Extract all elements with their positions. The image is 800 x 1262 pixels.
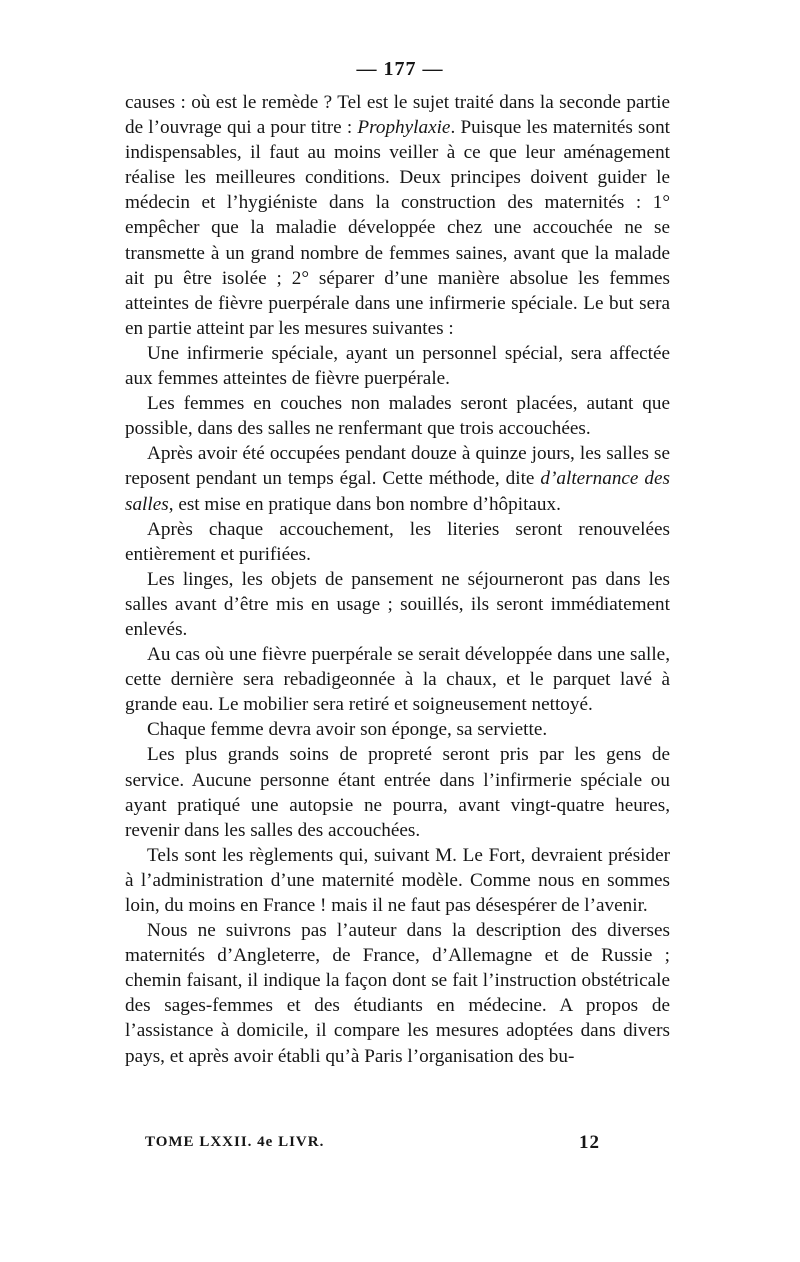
body-text — [125, 90, 670, 1069]
italic-term: d’alternance des salles — [125, 468, 670, 515]
text-run: Les linges, les objets de pansement ne séjourneront pas dans les salles avant d’être mis en usage ; souillés, ils seront immédiatement enlevés. — [125, 568, 670, 640]
signature-mark: TOME LXXII. 4e LIVR. — [145, 1134, 325, 1150]
paragraph — [125, 90, 670, 341]
text-run: causes : où est le remède ? Tel est le sujet traité dans la seconde partie de l’ouvrage qui a pour titre : — [125, 92, 670, 139]
paragraph — [125, 918, 670, 1069]
paragraph — [125, 567, 670, 642]
italic-title: Prophylaxie — [357, 117, 451, 139]
text-run: Les femmes en couches non malades seront placées, autant que possible, dans des salles ne renfermant que trois accouchées. — [125, 393, 670, 440]
paragraph — [125, 742, 670, 842]
text-run: Chaque femme devra avoir son éponge, sa serviette. — [147, 719, 548, 741]
text-run: Les plus grands soins de propreté seront pris par les gens de service. Aucune personne étant entrée dans l’infirmerie spéciale ou ayant pratiqué une autopsie ne pourra, avant vingt-quatre heures, revenir dans les salles des accouchées. — [125, 744, 670, 841]
text-run: Après chaque accouchement, les literies seront renouvelées entièrement et purifiées. — [125, 518, 670, 565]
paragraph — [125, 843, 670, 918]
text-run: Une infirmerie spéciale, ayant un personnel spécial, sera affectée aux femmes atteintes de fièvre puerpérale. — [125, 342, 670, 390]
text-run: Tels sont les règlements qui, suivant M. Le Fort, devraient présider à l’administration d’une maternité modèle. Comme nous en sommes loin, du moins en France ! mais il ne faut pas désespérer de l’avenir. — [125, 844, 670, 916]
text-run: Nous ne suivrons pas l’auteur dans la description des diverses maternités d’Angleterre, de France, d’Allemagne et de Russie ; chemin faisant, il indique la façon dont se fait l’instruction obstétricale des sages-femmes et des étudiants en médecine. A propos de l’assistance à domicile, il compare les mesures adoptées dans divers pays, et après avoir établi qu’à Paris l’organisation des bu- — [125, 920, 670, 1067]
paragraph — [125, 517, 670, 567]
text-run: Après avoir été occupées pendant douze à quinze jours, les salles se reposent pendant un temps égal. Cette méthode, dite — [125, 443, 670, 490]
paragraph — [125, 341, 670, 391]
text-run: . Puisque les maternités sont indispensables, il faut au moins veiller à ce que leur aménagement réalise les meilleures conditions. Deux principes doivent guider le médecin et l’hygiéniste dans la construction des maternités : 1° empêcher que la maladie développée chez une accouchée ne se transmette à un grand nombre de femmes saines, avant que la malade ait pu être isolée ; 2° séparer d’une manière absolue les femmes atteintes de fièvre puerpérale dans une infirmerie spéciale. Le but sera en partie atteint par les mesures suivantes : — [125, 117, 670, 339]
sheet-number: 12 — [579, 1132, 600, 1153]
paragraph — [125, 441, 670, 516]
text-run: Au cas où une fièvre puerpérale se serait développée dans une salle, cette dernière sera rebadigeonnée à la chaux, et le parquet lavé à grande eau. Le mobilier sera retiré et soigneusement nettoyé. — [125, 644, 670, 716]
paragraph — [125, 717, 670, 742]
paragraph — [125, 391, 670, 441]
text-run: , est mise en pratique dans bon nombre d’hôpitaux. — [168, 493, 561, 515]
page-number: — 177 — — [356, 58, 444, 80]
paragraph — [125, 642, 670, 717]
